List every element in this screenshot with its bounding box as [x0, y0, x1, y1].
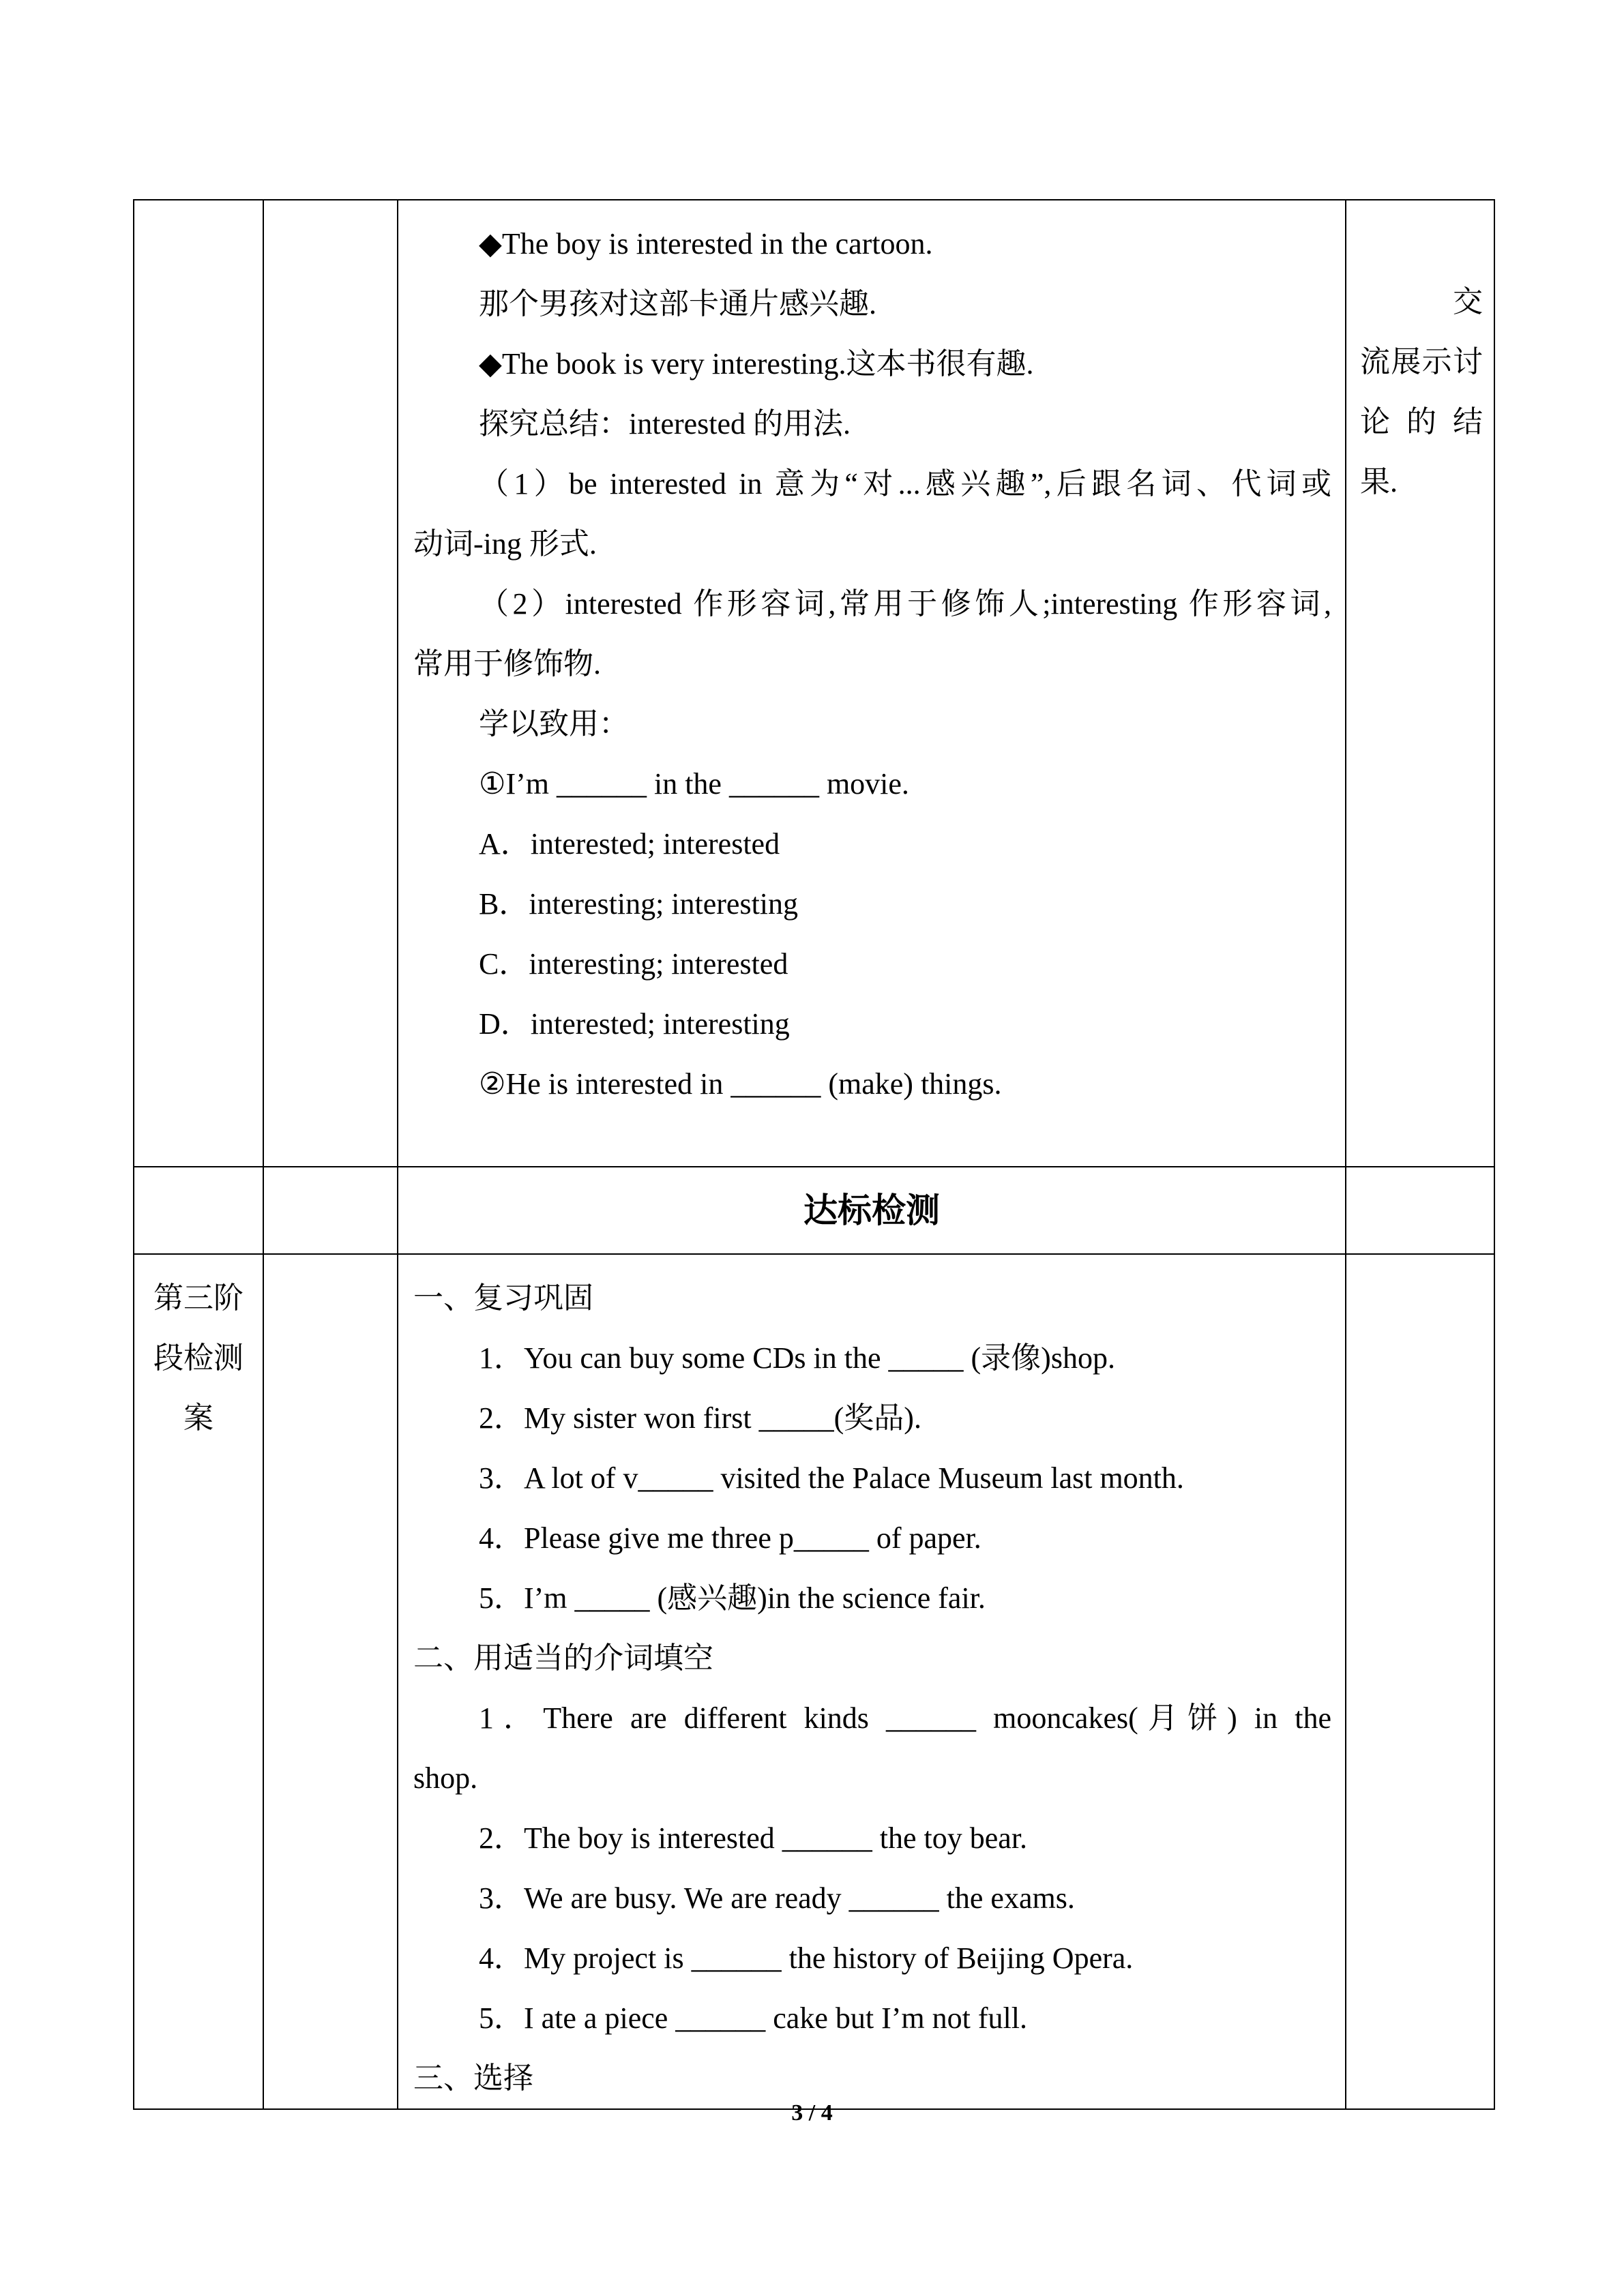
stage-cell-empty	[134, 200, 263, 1167]
exercise-item: 4．My project is ______ the history of Beijing Opera.	[479, 1941, 1134, 1975]
content-cell	[398, 200, 1346, 1167]
note-cell-empty	[1346, 1254, 1494, 2109]
side-note-cell	[1346, 200, 1494, 1167]
rule-text: 常用于修饰物.	[413, 647, 601, 681]
example-sentence: ◆The book is very interesting.这本书很有趣.	[479, 347, 1034, 381]
exercise-item: 5．I’m _____ (感兴趣)in the science fair.	[479, 1581, 986, 1615]
rule-text: 动词-ing 形式.	[413, 527, 597, 561]
table-row-inquiry	[134, 200, 1494, 1167]
side-note-text: 流展示讨论的结果.	[1360, 345, 1483, 498]
summary-heading: 探究总结：interested 的用法.	[479, 407, 851, 441]
rule-text: （2）interested 作形容词,常用于修饰人;interesting 作形容词,	[479, 587, 1331, 621]
activity-cell-empty	[263, 1167, 398, 1254]
question-text: ②He is interested in ______ (make) things.	[479, 1067, 1002, 1101]
lesson-table	[133, 199, 1495, 2110]
side-note-first: 交	[1453, 285, 1483, 318]
exercise-item: 1．There are different kinds ______ mooncakes(月饼) in the	[479, 1701, 1331, 1735]
table-row-title	[134, 1167, 1494, 1254]
table-row-test	[134, 1254, 1494, 2109]
exercise-item: 3．A lot of v_____ visited the Palace Museum last month.	[479, 1461, 1184, 1495]
option-a: A．interested; interested	[479, 827, 780, 861]
option-c: C．interesting; interested	[479, 947, 788, 981]
part-heading: 二、用适当的介词填空	[413, 1641, 713, 1675]
exercise-item: 2．My sister won first _____(奖品).	[479, 1401, 921, 1435]
practice-heading: 学以致用：	[479, 707, 629, 741]
part-heading: 三、选择	[413, 2061, 533, 2095]
exercise-item-continued: shop.	[413, 1761, 478, 1795]
exercise-item: 3．We are busy. We are ready ______ the exams.	[479, 1881, 1075, 1915]
activity-cell-empty	[263, 1254, 398, 2109]
section-title-cell	[398, 1167, 1346, 1254]
page-number: 3 / 4	[791, 2100, 833, 2126]
question-text: ①I’m ______ in the ______ movie.	[479, 767, 909, 801]
stage-cell-empty	[134, 1167, 263, 1254]
option-d: D．interested; interesting	[479, 1007, 790, 1041]
part-heading: 一、复习巩固	[413, 1281, 593, 1315]
stage-cell	[134, 1254, 263, 2109]
example-sentence: ◆The boy is interested in the cartoon.	[479, 227, 933, 260]
option-b: B．interesting; interesting	[479, 887, 799, 921]
exercise-item: 1．You can buy some CDs in the _____ (录像)shop.	[479, 1341, 1115, 1375]
rule-text: （1）be interested in 意为“对...感兴趣”,后跟名词、代词或	[479, 467, 1331, 501]
exercise-item: 2．The boy is interested ______ the toy bear.	[479, 1821, 1028, 1855]
stage-label: 第三阶段检测案	[153, 1281, 243, 1435]
section-title: 达标检测	[803, 1191, 940, 1230]
exercise-item: 5．I ate a piece ______ cake but I’m not full.	[479, 2001, 1027, 2035]
exercise-item: 4．Please give me three p_____ of paper.	[479, 1521, 981, 1555]
activity-cell-empty	[263, 200, 398, 1167]
example-translation: 那个男孩对这部卡通片感兴趣.	[479, 287, 876, 320]
note-cell-empty	[1346, 1167, 1494, 1254]
test-content-cell	[398, 1254, 1346, 2109]
